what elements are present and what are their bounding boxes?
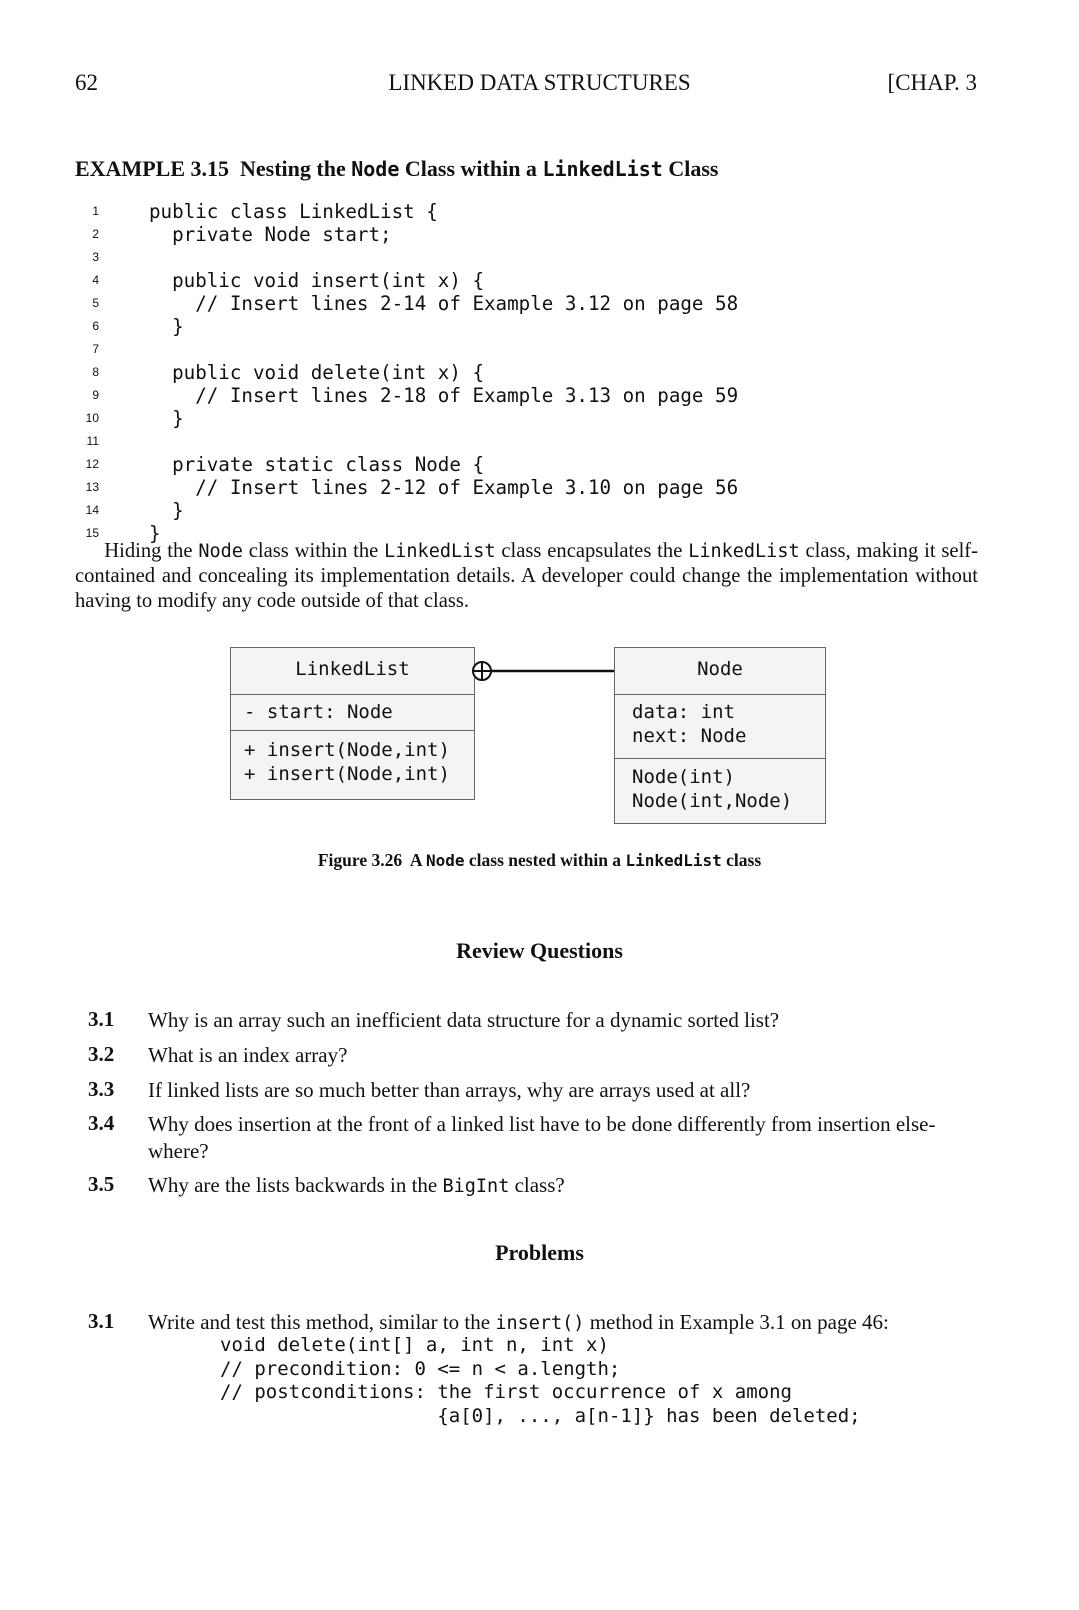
problem-text: Write and test this method, similar to the insert() method in Example 3.1 on page 46:	[148, 1310, 889, 1334]
running-title: LINKED DATA STRUCTURES	[388, 70, 691, 95]
uml-attribute: next: Node	[632, 725, 747, 747]
review-questions-heading: Review Questions	[456, 938, 623, 963]
line-number: 9	[92, 388, 99, 402]
question-number: 3.4	[88, 1111, 115, 1135]
question-number: 3.5	[88, 1172, 115, 1196]
code-text: public void insert(int x) {	[149, 269, 485, 292]
uml-attribute: data: int	[632, 701, 735, 723]
code-text: // precondition: 0 <= n < a.length;	[220, 1357, 621, 1380]
line-number: 10	[85, 411, 99, 425]
question-number: 3.3	[88, 1077, 115, 1101]
uml-attribute: - start: Node	[244, 701, 393, 723]
line-number: 13	[85, 480, 99, 494]
uml-method: + insert(Node,int)	[244, 739, 450, 761]
code-text: public class LinkedList {	[149, 200, 438, 223]
code-text: private static class Node {	[149, 453, 485, 476]
uml-method: + insert(Node,int)	[244, 763, 450, 785]
question-number: 3.2	[88, 1042, 115, 1066]
line-number: 11	[86, 434, 99, 448]
question-text: Why is an array such an inefficient data structure for a dynamic sorted list?	[148, 1008, 780, 1032]
uml-method: Node(int,Node)	[632, 790, 793, 812]
uml-class-name: Node	[697, 658, 743, 680]
code-text: private Node start;	[149, 223, 392, 246]
line-number: 7	[92, 342, 99, 356]
question-text: What is an index array?	[148, 1043, 348, 1067]
question-text: Why are the lists backwards in the BigInt class?	[148, 1173, 565, 1197]
question-number: 3.1	[88, 1007, 115, 1031]
code-text: }	[149, 407, 184, 430]
line-number: 14	[85, 503, 99, 517]
line-number: 2	[92, 227, 99, 241]
question-text: If linked lists are so much better than arrays, why are arrays used at all?	[148, 1078, 751, 1102]
line-number: 5	[92, 296, 99, 310]
problems-heading: Problems	[495, 1240, 584, 1265]
example-heading: EXAMPLE 3.15 Nesting the Node Class within a LinkedList Class	[75, 156, 719, 181]
line-number: 12	[85, 457, 99, 471]
page-number: 62	[75, 70, 98, 95]
code-text: // Insert lines 2-14 of Example 3.12 on page 58	[149, 292, 739, 315]
body-paragraph: Hiding the Node class within the LinkedList class encapsulates the LinkedList class, making it self-contained and concealing its implementation details. A developer could change the implementation without having to modify any code outside of that class.	[75, 540, 979, 612]
code-text: }	[149, 315, 184, 338]
code-text: // Insert lines 2-18 of Example 3.13 on page 59	[149, 384, 739, 407]
uml-class-node	[614, 647, 826, 824]
line-number: 3	[92, 250, 99, 264]
nesting-connector	[470, 658, 618, 684]
chapter-label: [CHAP. 3	[887, 70, 977, 95]
uml-class-name: LinkedList	[295, 658, 410, 680]
line-number: 1	[92, 204, 99, 218]
example-label: EXAMPLE 3.15	[75, 156, 229, 181]
line-number: 4	[92, 273, 99, 287]
code-text: void delete(int[] a, int n, int x)	[220, 1334, 609, 1356]
problem-number: 3.1	[88, 1309, 115, 1333]
figure-caption: Figure 3.26 A Node class nested within a LinkedList class	[317, 850, 762, 870]
code-text: }	[149, 522, 161, 545]
code-text: public void delete(int x) {	[149, 361, 485, 384]
line-number: 8	[92, 365, 99, 379]
problem-code-block	[220, 1334, 861, 1428]
uml-method: Node(int)	[632, 766, 735, 788]
code-text: // postconditions: the first occurrence of x among	[220, 1381, 792, 1403]
line-number: 15	[85, 526, 99, 540]
code-text: {a[0], ..., a[n-1]} has been deleted;	[220, 1404, 861, 1427]
figure-label: Figure 3.26	[317, 850, 403, 870]
code-text: // Insert lines 2-12 of Example 3.10 on page 56	[149, 476, 739, 499]
question-text: Why does insertion at the front of a linked list have to be done differently from insertion else-where?	[148, 1112, 936, 1163]
uml-class-linkedlist	[230, 647, 475, 800]
code-text: }	[149, 499, 184, 522]
line-number: 6	[92, 319, 99, 333]
